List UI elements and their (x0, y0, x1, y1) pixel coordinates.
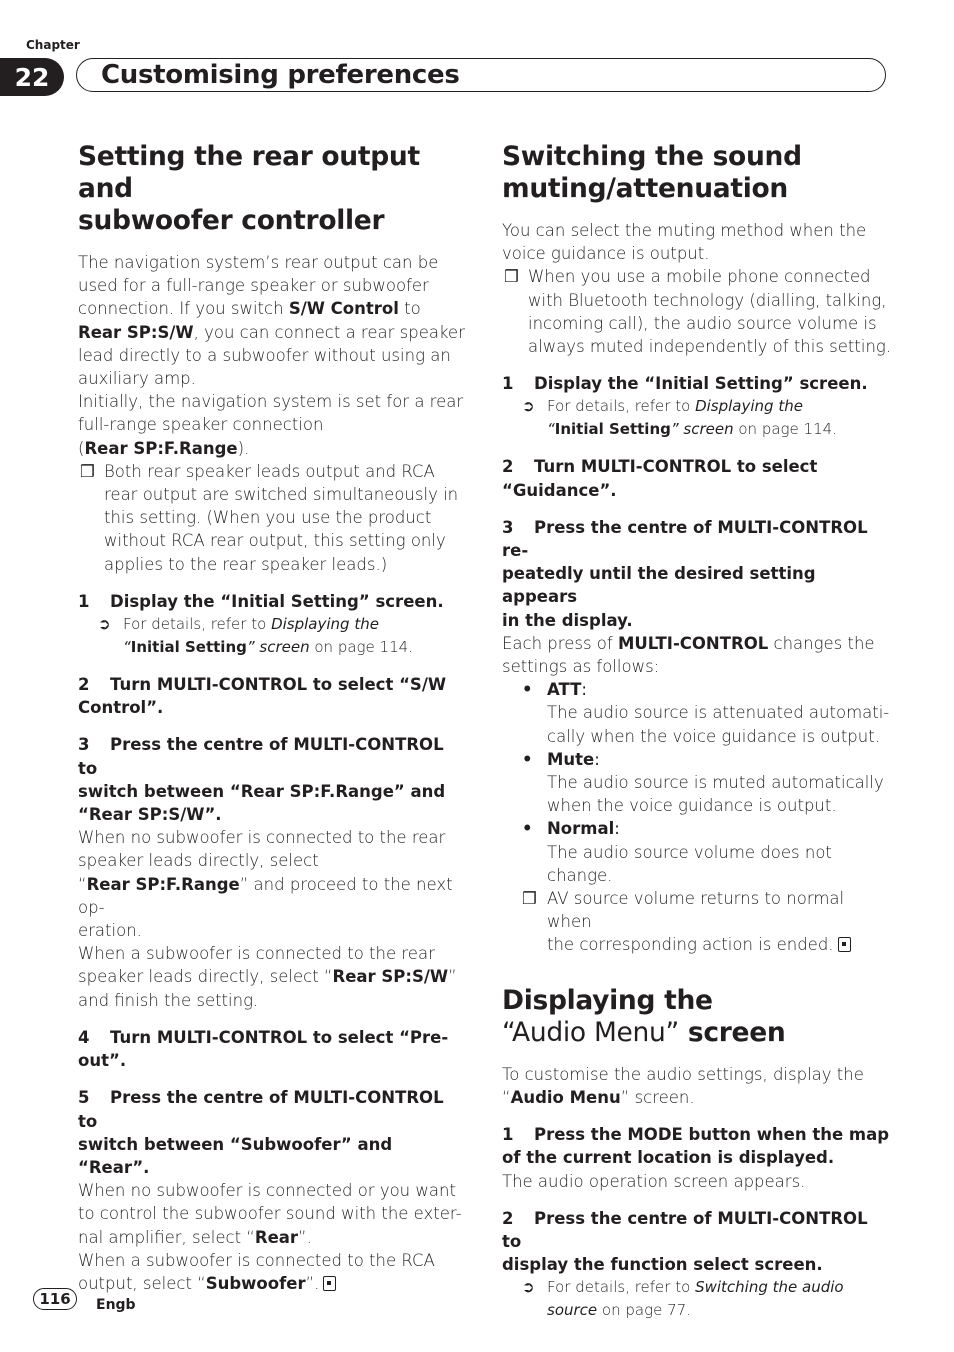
step-1: 1 Display the “Initial Setting” screen. (78, 591, 444, 611)
step-4: 4 Turn MULTI-CONTROL to select “Pre- out”. (78, 1027, 449, 1071)
step-5-body: When no subwoofer is connected or you want to control the subwoofer sound with the exter- nal amplifier, select “Rear”. When a subwoofer is connected to the RCA output, select “Subwoofer”. (78, 1181, 462, 1293)
note-item: ❒ AV source volume returns to normal when the corresponding action is ended. (502, 887, 892, 957)
section-title-rear-output (78, 141, 466, 237)
reference-note: ➲ For details, refer to Displaying the “Initial Setting” screen on page 114. (522, 397, 837, 439)
reference-arrow-icon: ➲ (98, 615, 111, 634)
option-att-description: The audio source is attenuated automati- cally when the voice guidance is output. (547, 703, 890, 746)
reference-note: ➲ For details, refer to Displaying the “Initial Setting” screen on page 114. (98, 615, 413, 657)
note-item: ❒ Both rear speaker leads output and RCA rear output are switched simultaneously in this setting. (When you use the product without RCA rear output, this setting only applies to the rear speaker leads.) (80, 461, 459, 574)
note-checkbox-icon: ❒ (80, 461, 95, 481)
note-item: ❒ When you use a mobile phone connected with Bluetooth technology (dialling, talking, incoming call), the audio source volume is always muted independently of this setting. (504, 267, 892, 357)
section-title-line: Setting the rear output and (78, 141, 420, 204)
muting-intro: You can select the muting method when the voice guidance is output. (502, 221, 867, 264)
option-normal: • Normal: (522, 819, 620, 839)
chapter-label: Chapter (26, 38, 80, 52)
option-normal-description: The audio source volume does not change. (547, 842, 832, 885)
audio-step-2: 2 Press the centre of MULTI-CONTROL to display the function select screen. (502, 1208, 868, 1275)
note-checkbox-icon: ❒ (522, 889, 537, 909)
end-of-section-icon (838, 937, 851, 952)
left-column (78, 141, 466, 1295)
intro-paragraph: The navigation system’s rear output can be used for a full-range speaker or subwoofer connection. If you switch S/W Control to Rear SP:S/W, you can connect a rear speaker lead directly to a subwoofer without using an auxiliary amp. Initially, the navigation system is set for a rear full-range speaker connection (Rear SP:F.Range). (78, 253, 465, 458)
step-2: 2 Turn MULTI-CONTROL to select “Guidance”. (502, 457, 818, 500)
chapter-title-bar (76, 58, 886, 92)
audio-step-1: 1 Press the MODE button when the map of the current location is displayed. (502, 1125, 890, 1168)
note-checkbox-icon: ❒ (504, 267, 519, 287)
option-mute: • Mute: (522, 749, 600, 769)
audio-menu-intro: To customise the audio settings, display the “Audio Menu” screen. (502, 1064, 864, 1107)
reference-note: ➲ For details, refer to Switching the audio source on page 77. (522, 1278, 844, 1320)
step-2: 2 Turn MULTI-CONTROL to select “S/W Control”. (78, 675, 447, 718)
audio-step-1-body: The audio operation screen appears. (502, 1171, 806, 1191)
language-code: Engb (96, 1297, 136, 1313)
chapter-number-tab: 22 (0, 58, 64, 96)
end-of-section-icon (323, 1276, 336, 1291)
option-mute-description: The audio source is muted automatically when the voice guidance is output. (547, 773, 884, 816)
step-5: 5 Press the centre of MULTI-CONTROL to switch between “Subwoofer” and “Rear”. (78, 1088, 444, 1177)
section-title-line: subwoofer controller (78, 205, 385, 236)
section-title-audio-menu: Displaying the “Audio Menu” screen (502, 984, 786, 1048)
step-3: 3 Press the centre of MULTI-CONTROL to switch between “Rear SP:F.Range” and “Rear SP:S/W”. (78, 735, 446, 825)
page-number: 116 (33, 1288, 77, 1310)
step-3-body: Each press of MULTI-CONTROL changes the settings as follows: (502, 633, 875, 677)
step-3: 3 Press the centre of MULTI-CONTROL re- peatedly until the desired setting appears in the display. (502, 517, 868, 630)
step-3-body: When no subwoofer is connected to the rear speaker leads directly, select “Rear SP:F.Range” and proceed to the next op- eration. When a subwoofer is connected to the rear speaker leads directly, select “Rear SP:S/W” and finish the setting. (78, 828, 457, 1010)
option-att: • ATT: (522, 680, 587, 700)
right-column (502, 141, 892, 1322)
reference-arrow-icon: ➲ (522, 397, 535, 416)
section-title-muting: Switching the sound muting/attenuation (502, 141, 802, 204)
reference-arrow-icon: ➲ (522, 1278, 535, 1297)
chapter-title: Customising preferences (101, 60, 460, 90)
step-1: 1 Display the “Initial Setting” screen. (502, 374, 868, 394)
